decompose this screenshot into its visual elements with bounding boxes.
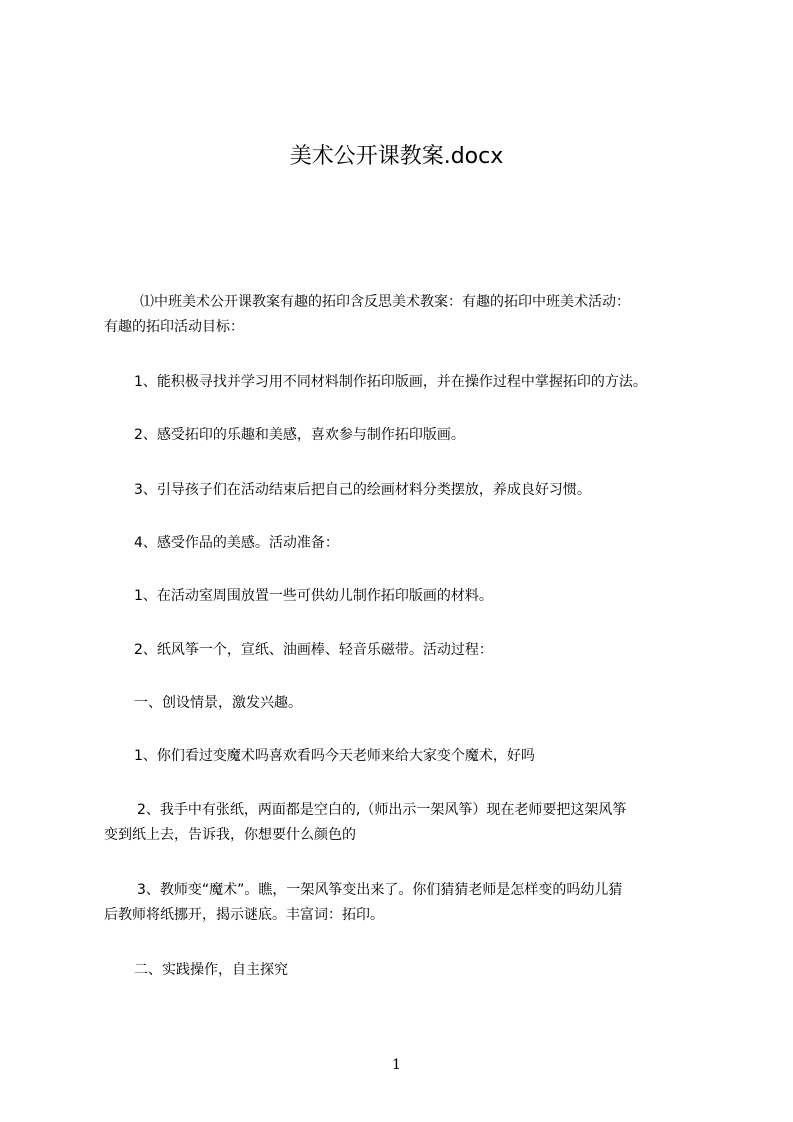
page-number: 1 [392,1057,401,1073]
paragraph-goal-1: 1、能积极寻找并学习用不同材料制作拓印版画，并在操作过程中掌握拓印的方法。 [134,374,647,390]
paragraph-intro-line-2: 有趣的拓印活动目标： [104,319,244,335]
paragraph-section-2: 二、实践操作，自主探究 [134,962,288,978]
document-title: 美术公开课教案.docx [289,144,504,169]
paragraph-prep-2: 2、纸风筝一个，宣纸、油画棒、轻音乐磁带。活动过程： [134,642,493,658]
paragraph-step-2-line-2: 变到纸上去，告诉我，你想要什么颜色的 [104,827,356,843]
paragraph-section-1: 一、创设情景，激发兴趣。 [134,695,302,711]
paragraph-goal-3: 3、引导孩子们在活动结束后把自己的绘画材料分类摆放，养成良好习惯。 [134,482,591,498]
paragraph-intro-line-1: ⑴中班美术公开课教案有趣的拓印含反思美术教案：有趣的拓印中班美术活动： [140,294,630,310]
paragraph-goal-4: 4、感受作品的美感。活动准备： [134,535,339,551]
paragraph-step-1: 1、你们看过变魔术吗喜欢看吗今天老师来给大家变个魔术，好吗 [134,748,535,764]
paragraph-step-3-line-1: 3、教师变“魔术”。瞧，一架风筝变出来了。你们猜猜老师是怎样变的吗幼儿猜 [137,882,623,898]
paragraph-goal-2: 2、感受拓印的乐趣和美感，喜欢参与制作拓印版画。 [134,427,465,443]
paragraph-prep-1: 1、在活动室周围放置一些可供幼儿制作拓印版画的材料。 [134,588,493,604]
paragraph-step-3-line-2: 后教师将纸挪开，揭示谜底。丰富词：拓印。 [104,907,384,923]
paragraph-step-2-line-1: 2、我手中有张纸，两面都是空白的,（师出示一架风筝）现在老师要把这架风筝 [137,802,627,818]
